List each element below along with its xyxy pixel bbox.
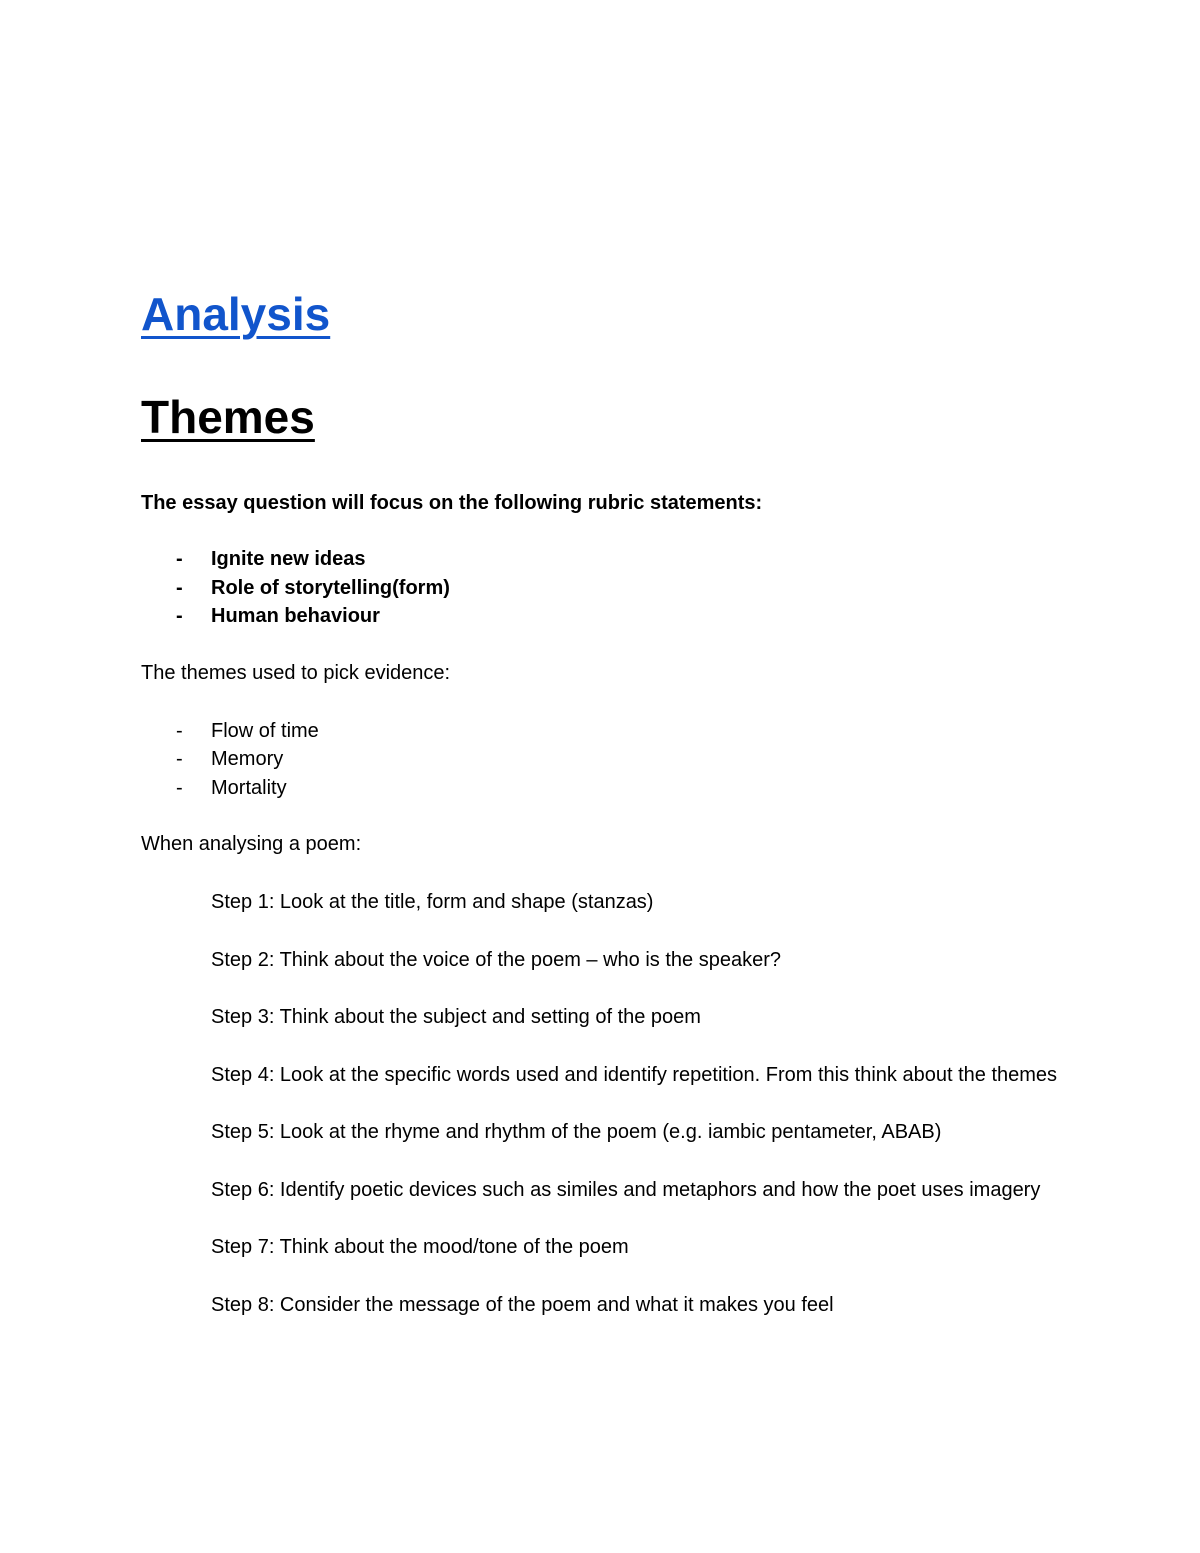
- step-item: Step 7: Think about the mood/tone of the poem: [211, 1236, 629, 1258]
- themes-list: [141, 717, 1061, 803]
- page-title-link[interactable]: Analysis: [141, 288, 331, 340]
- list-item: [141, 774, 1061, 803]
- list-item: [141, 602, 1061, 631]
- bullet-dash: -: [176, 748, 183, 770]
- list-item: [141, 545, 1061, 574]
- bullet-dash: -: [176, 776, 183, 799]
- document-body: [141, 286, 1061, 1348]
- section-heading-themes: Themes: [141, 391, 315, 443]
- rubric-intro-text: The essay question will focus on the following rubric statements:: [141, 492, 763, 514]
- step-item: Step 8: Consider the message of the poem and what it makes you feel: [211, 1293, 834, 1316]
- bullet-dash: -: [176, 719, 183, 742]
- step-item: Step 3: Think about the subject and setting of the poem: [211, 1006, 701, 1028]
- theme-item-label: Memory: [211, 748, 284, 770]
- step-item: Step 2: Think about the voice of the poem – who is the speaker?: [211, 948, 781, 971]
- steps-list: [141, 888, 1061, 1319]
- step-item: Step 1: Look at the title, form and shape (stanzas): [211, 891, 654, 913]
- rubric-list: [141, 545, 1061, 631]
- bullet-dash: -: [176, 605, 183, 627]
- rubric-item-label: Role of storytelling(form): [211, 576, 450, 599]
- step-item: Step 6: Identify poetic devices such as similes and metaphors and how the poet uses imagery: [211, 1178, 1041, 1201]
- themes-intro-text: The themes used to pick evidence:: [141, 661, 451, 684]
- list-item: [141, 574, 1061, 603]
- rubric-item-label: Human behaviour: [211, 605, 380, 627]
- step-item: Step 4: Look at the specific words used and identify repetition. From this think about the themes: [211, 1063, 1058, 1086]
- step-item: Step 5: Look at the rhyme and rhythm of the poem (e.g. iambic pentameter, ABAB): [211, 1121, 942, 1143]
- theme-item-label: Flow of time: [211, 719, 319, 742]
- bullet-dash: -: [176, 576, 183, 599]
- bullet-dash: -: [176, 548, 183, 570]
- list-item: [141, 745, 1061, 774]
- list-item: [141, 717, 1061, 746]
- analysing-intro-text: When analysing a poem:: [141, 833, 362, 855]
- theme-item-label: Mortality: [211, 776, 287, 799]
- rubric-item-label: Ignite new ideas: [211, 548, 366, 570]
